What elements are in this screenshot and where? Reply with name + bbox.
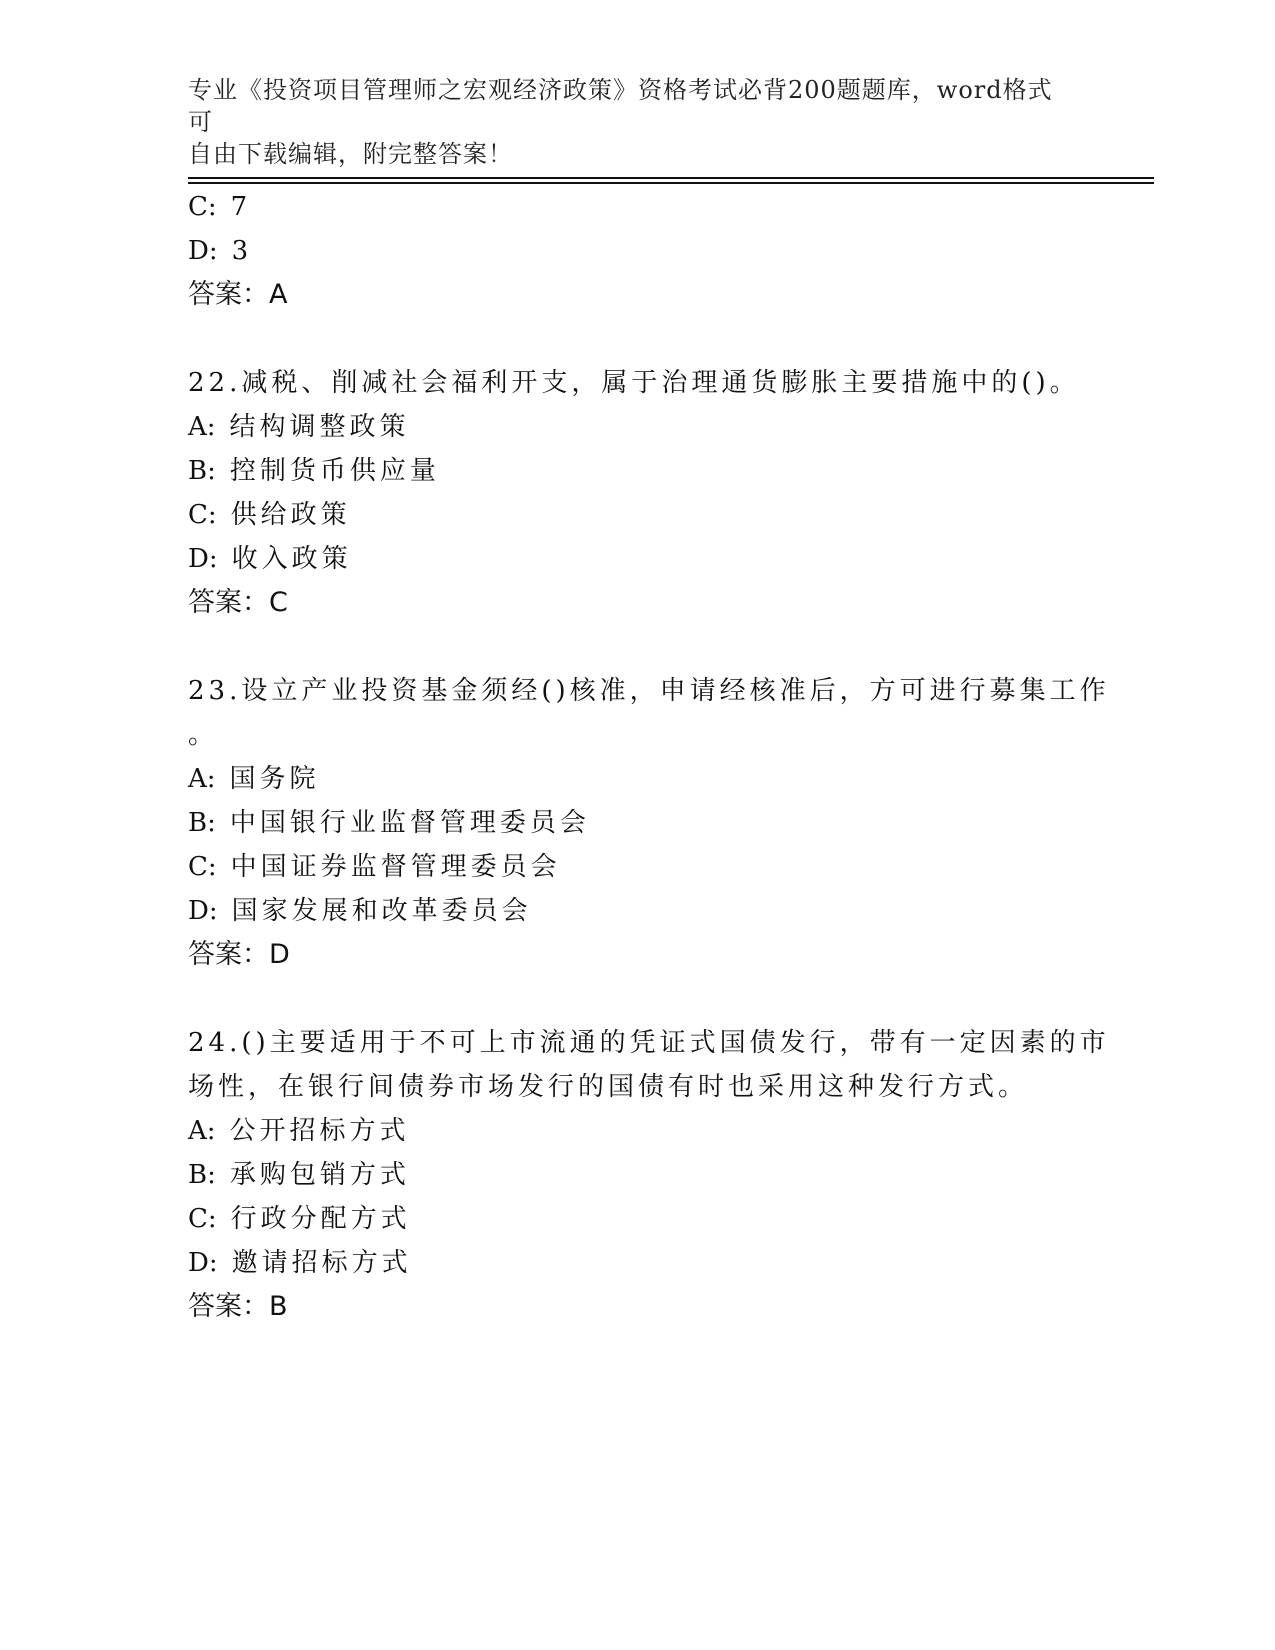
question-24-option-c: C: 行政分配方式 (188, 1204, 411, 1234)
question-23-option-d: D: 国家发展和改革委员会 (188, 896, 532, 926)
question-22-option-d: D: 收入政策 (188, 544, 352, 574)
question-23-option-c: C: 中国证券监督管理委员会 (188, 852, 561, 882)
question-22-option-c: C: 供给政策 (188, 500, 351, 530)
header-line-2: 自由下载编辑，附完整答案！ (188, 140, 513, 168)
question-22-text: 22.减税、削减社会福利开支，属于治理通货膨胀主要措施中的()。 (188, 368, 1080, 398)
question-23-option-a: A: 国务院 (188, 764, 320, 794)
question-22-option-a: A: 结构调整政策 (188, 412, 410, 442)
question-24-option-b: B: 承购包销方式 (188, 1160, 410, 1190)
option-c-prev: C: 7 (188, 192, 252, 222)
document-header (188, 74, 1068, 170)
question-24-option-a: A: 公开招标方式 (188, 1116, 410, 1146)
header-rule-bottom (188, 182, 1154, 184)
question-24-text-line-1: 24.()主要适用于不可上市流通的凭证式国债发行，带有一定因素的市 (188, 1028, 1110, 1058)
header-rule-top (188, 177, 1154, 179)
option-d-prev: D: 3 (188, 236, 253, 266)
question-23-text-line-2: 。 (188, 720, 219, 750)
header-line-1: 专业《投资项目管理师之宏观经济政策》资格考试必背200题题库，word格式可 (188, 76, 1053, 136)
question-23-text-line-1: 23.设立产业投资基金须经()核准，申请经核准后，方可进行募集工作 (188, 676, 1110, 706)
question-24-text-line-2: 场性，在银行间债券市场发行的国债有时也采用这种发行方式。 (188, 1072, 1029, 1102)
question-22-answer: 答案：C (188, 587, 288, 618)
question-23-option-b: B: 中国银行业监督管理委员会 (188, 808, 590, 838)
question-24-option-d: D: 邀请招标方式 (188, 1248, 412, 1278)
question-22-option-b: B: 控制货币供应量 (188, 456, 440, 486)
answer-prev: 答案：A (188, 279, 288, 310)
question-24-answer: 答案：B (188, 1291, 288, 1322)
question-23-answer: 答案：D (188, 939, 290, 970)
